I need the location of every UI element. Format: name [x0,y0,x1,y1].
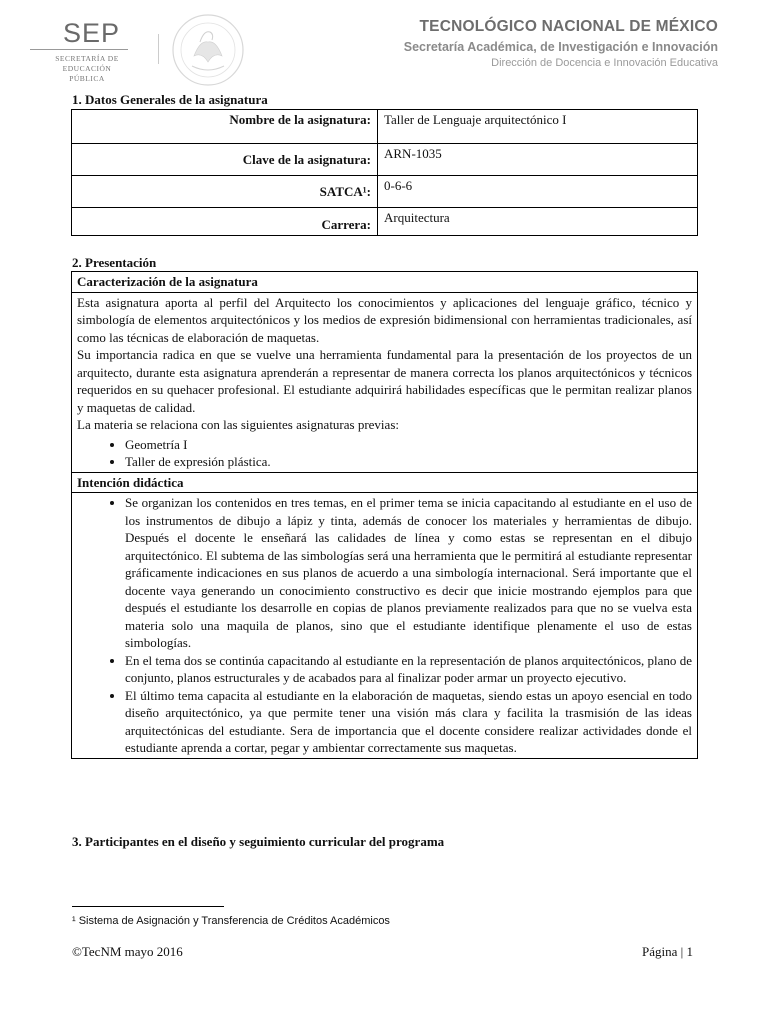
direccion-name: Dirección de Docencia e Innovación Educativa [491,57,718,69]
satca-value: 0-6-6 [378,176,698,208]
clave-value: ARN-1035 [378,144,698,176]
table-row [72,292,698,472]
intencion-list [77,494,692,757]
table-row [72,144,698,176]
sep-subtitle: SECRETARÍA DE EDUCACIÓN PÚBLICA [55,54,119,83]
nombre-label: Nombre de la asignatura: [72,110,378,144]
table-row [72,176,698,208]
intencion-title: Intención didáctica [72,472,698,493]
section3-title: 3. Participantes en el diseño y seguimiento curricular del programa [72,834,445,849]
previas-list [77,436,692,471]
institution-block [404,18,718,69]
intencion-body [72,493,698,759]
list-item: • En el tema dos se continúa capacitando al estudiante en la representación de planos arquitectónicos, plano de conjunto, planos estructurales y de acabados para al finalizar poder armar un proyecto ejecutivo. [125,652,692,687]
satca-label: SATCA¹: [72,176,378,208]
list-item: • Geometría I [125,436,692,454]
section1-title: 1. Datos Generales de la asignatura [72,92,268,107]
caracterizacion-body [72,292,698,472]
table-row [72,472,698,493]
footnote: ¹ Sistema de Asignación y Transferencia de Créditos Académicos [72,915,390,927]
footer-page-number: Página | 1 [642,944,693,959]
caracterizacion-p2: Su importancia radica en que se vuelve una herramienta fundamental para la presentación de los proyectos de un arquitecto, durante esta asignatura aprenderán a representar de manera correcta los planos arquitectónicos y técnicos requeridos en su quehacer profesional. El estudiante adquirirá habilidades específicas que le permitan realizar planos y maquetas de calidad. [77,347,692,415]
page-header [0,0,768,92]
clave-label: Clave de la asignatura: [72,144,378,176]
footer-copyright: ©TecNM mayo 2016 [72,944,183,959]
header-separator [158,34,159,64]
list-item: • Se organizan los contenidos en tres temas, en el primer tema se inicia capacitando al estudiante en el uso de los instrumentos de dibujo a lápiz y tinta, además de conocer los materiales y herramientas de dibujo. Después el docente le enseñará las calidades de línea y como estas se representan en el dibujo arquitectónico. El subtema de las simbologías será una herramienta que le permitirá al estudiante representar gráficamente indicaciones en sus planos de acuerdo a una simbología internacional. Será importante que el docente vaya generando un conocimiento constructivo es decir que inicie mostrando ejemplos para que después el estudiante los desarrolle en copias de planos previamente realizados para que no se vuelva esta materia solo una maquila de planos, sino que el estudiante identifique plenamente el uso de estas simbologías. [125,494,692,652]
list-item: • El último tema capacita al estudiante en la elaboración de maquetas, siendo estas un apoyo esencial en todo diseño arquitectónico, ya que permite tener una visión más clara y facilita la trasmisión de las ideas arquitectónicas del estudiante. Sera de importancia que el docente considere realizar actividades donde el estudiante aprenda a cortar, pegar y ambientar correctamente sus maquetas. [125,687,692,757]
table-row [72,272,698,293]
table-row [72,110,698,144]
sep-divider [30,49,128,50]
footnote-divider [72,906,224,907]
caracterizacion-p3: La materia se relaciona con las siguientes asignaturas previas: [77,417,399,432]
presentacion-table [71,271,698,759]
list-item: • Taller de expresión plástica. [125,453,692,471]
carrera-value: Arquitectura [378,208,698,236]
section2-title: 2. Presentación [72,255,157,270]
datos-generales-table [71,109,698,236]
secretaria-name: Secretaría Académica, de Investigación e Innovación [403,40,718,54]
institution-name: TECNOLÓGICO NACIONAL DE MÉXICO [419,18,718,35]
sep-logo [30,18,130,83]
caracterizacion-title: Caracterización de la asignatura [72,272,698,293]
table-row [72,493,698,759]
mexico-seal-icon [170,12,246,88]
table-row [72,208,698,236]
caracterizacion-p1: Esta asignatura aporta al perfil del Arquitecto los conocimientos y aplicaciones del lenguaje gráfico, técnico y simbología de elementos arquitectónicos y los medios de expresión bidimensional con herramientas tradicionales, así como las técnicas de elaboración de maquetas. [77,294,692,345]
sep-wordmark: SEP [63,18,121,48]
nombre-value: Taller de Lenguaje arquitectónico I [378,110,698,144]
carrera-label: Carrera: [72,208,378,236]
